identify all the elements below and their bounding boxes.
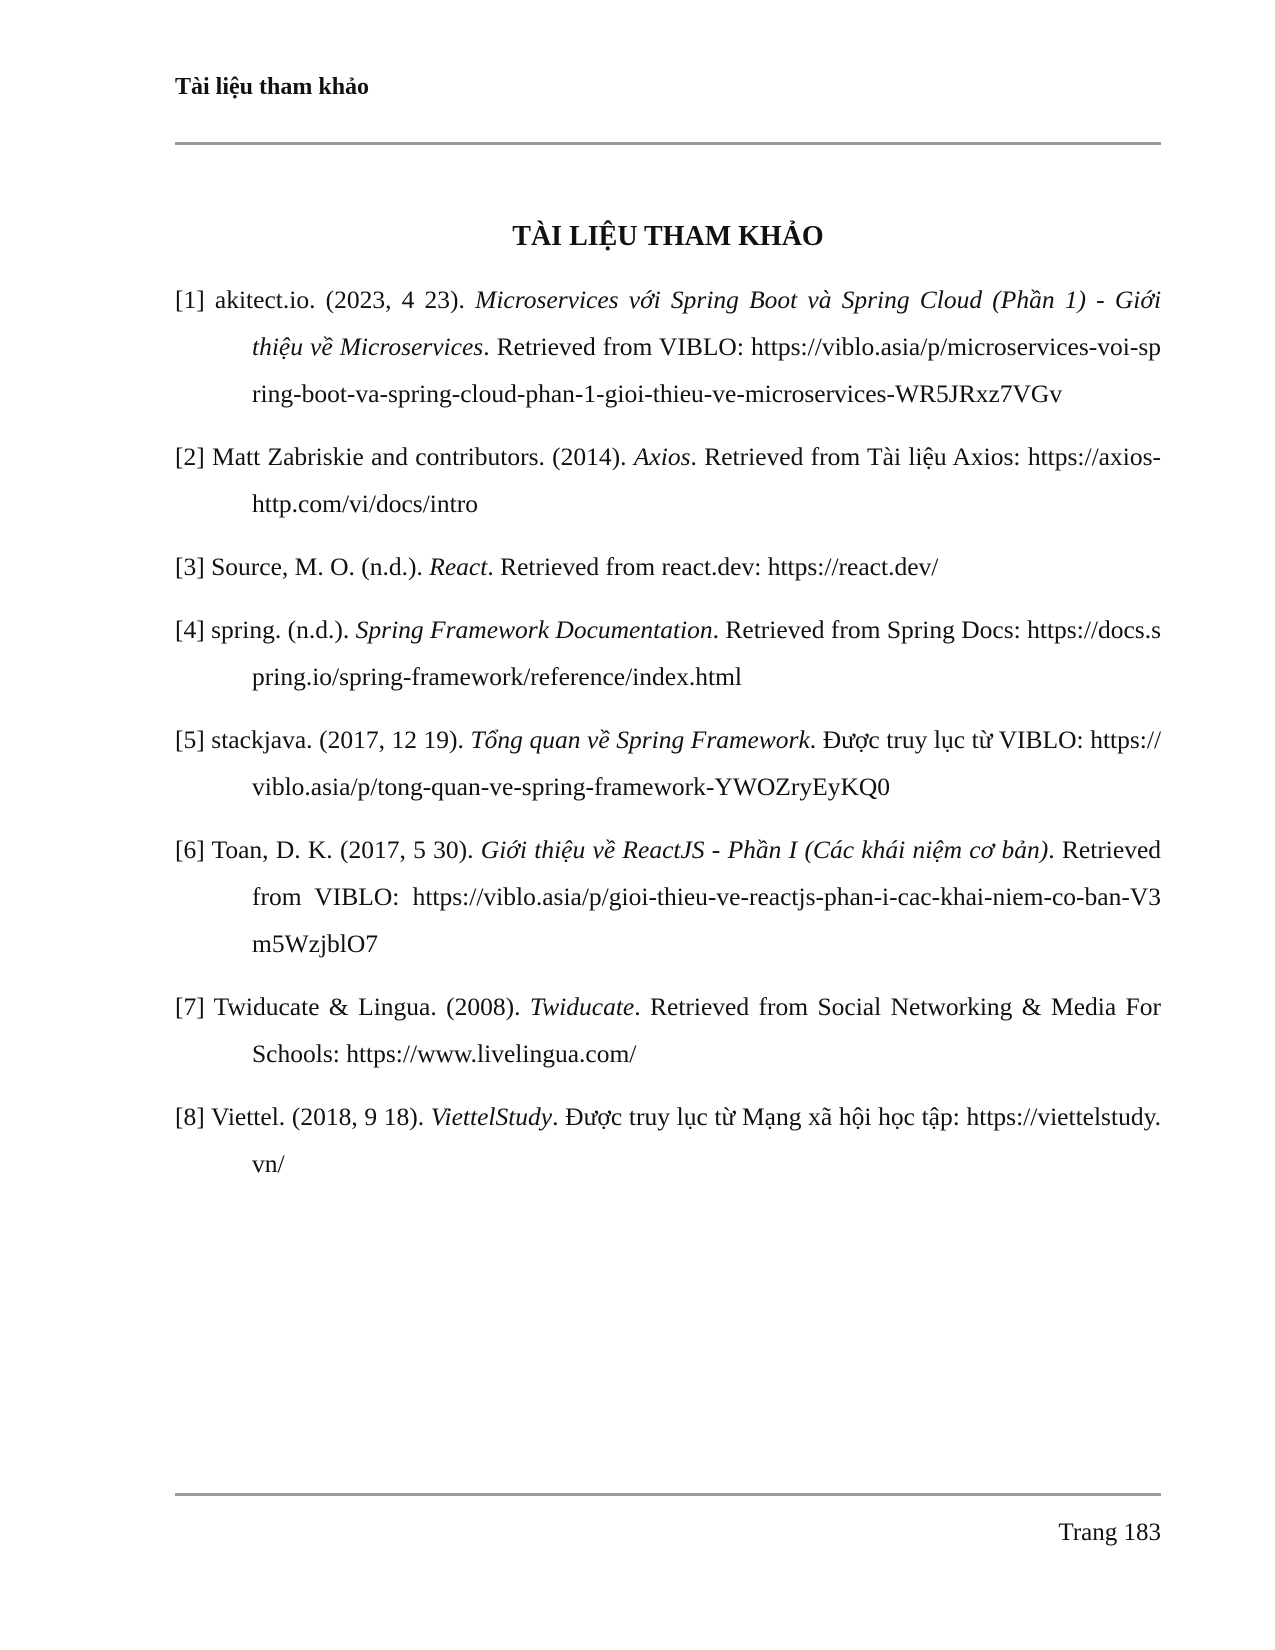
reference-title: Axios (633, 442, 691, 471)
reference-number: [2] (175, 442, 205, 471)
reference-url: https://axios-http.com/vi/docs/intro (252, 442, 1161, 518)
reference-item-6: [6] Toan, D. K. (2017, 5 30). Giới thiệu về ReactJS - Phần I (Các khái niệm cơ bản). Retrieved from VIBLO: https://viblo.asia/p/gioi-thieu-ve-reactjs-phan-i-cac-khai-niem-co-ban-V3m5WzjblO7 (175, 835, 1162, 958)
reference-lead: Matt Zabriskie and contributors. (2014). (212, 442, 627, 471)
reference-retrieved: Retrieved from react.dev: (500, 552, 762, 581)
reference-title: Tổng quan về Spring Framework (470, 725, 810, 754)
reference-number: [7] (175, 992, 205, 1021)
reference-title: ViettelStudy (430, 1102, 553, 1131)
reference-item-8: [8] Viettel. (2018, 9 18). ViettelStudy. Được truy lục từ Mạng xã hội học tập: https://viettelstudy.vn/ (175, 1102, 1162, 1178)
reference-url: https://react.dev/ (767, 552, 939, 581)
reference-item-3: [3] Source, M. O. (n.d.). React. Retrieved from react.dev: https://react.dev/ (175, 552, 939, 581)
reference-url: https://www.livelingua.com/ (346, 1039, 637, 1068)
reference-retrieved: Retrieved from Spring Docs: (725, 615, 1021, 644)
running-header: Tài liệu tham khảo (175, 74, 370, 100)
reference-retrieved: Retrieved from Social Networking & Media For Schools: (252, 992, 1161, 1068)
reference-number: [5] (175, 725, 205, 754)
reference-retrieved: Được truy lục từ Mạng xã hội học tập: (565, 1102, 960, 1131)
reference-item-2: [2] Matt Zabriskie and contributors. (2014). Axios. Retrieved from Tài liệu Axios: https://axios-http.com/vi/docs/intro (175, 442, 1161, 518)
reference-lead: Source, M. O. (n.d.). (211, 552, 423, 581)
reference-item-7: [7] Twiducate & Lingua. (2008). Twiducate. Retrieved from Social Networking & Media For Schools: https://www.livelingua.com/ (175, 992, 1161, 1068)
reference-item-1: [1] akitect.io. (2023, 4 23). Microservices với Spring Boot và Spring Cloud (Phần 1) - Giới thiệu về Microservices. Retrieved from VIBLO: https://viblo.asia/p/microservices-voi-spring-boot-va-spring-cloud-phan-1-gioi-thieu-ve-microservices-WR5JRxz7VGv (175, 285, 1162, 408)
reference-number: [4] (175, 615, 205, 644)
reference-item-5: [5] stackjava. (2017, 12 19). Tổng quan về Spring Framework. Được truy lục từ VIBLO: https://viblo.asia/p/tong-quan-ve-spring-framework-YWOZryEyKQ0 (175, 725, 1162, 801)
reference-lead: stackjava. (2017, 12 19). (211, 725, 464, 754)
header-divider (175, 142, 1161, 145)
reference-retrieved: Retrieved from Tài liệu Axios: (704, 442, 1021, 471)
section-title: TÀI LIỆU THAM KHẢO (512, 221, 824, 252)
reference-item-4: [4] spring. (n.d.). Spring Framework Documentation. Retrieved from Spring Docs: https://docs.spring.io/spring-framework/reference/index.html (175, 615, 1162, 691)
reference-list (175, 276, 1161, 1203)
footer-divider (175, 1493, 1161, 1496)
reference-retrieved: Được truy lục từ VIBLO: (822, 725, 1084, 754)
reference-number: [3] (175, 552, 205, 581)
reference-url: https://viblo.asia/p/tong-quan-ve-spring-framework-YWOZryEyKQ0 (252, 725, 1162, 801)
reference-url: https://viblo.asia/p/microservices-voi-spring-boot-va-spring-cloud-phan-1-gioi-thieu-ve-microservices-WR5JRxz7VGv (252, 332, 1162, 408)
reference-url: https://viblo.asia/p/gioi-thieu-ve-reactjs-phan-i-cac-khai-niem-co-ban-V3m5WzjblO7 (252, 882, 1161, 958)
reference-url: https://docs.spring.io/spring-framework/reference/index.html (252, 615, 1162, 691)
reference-number: [8] (175, 1102, 205, 1131)
page-number: Trang 183 (1058, 1519, 1161, 1546)
reference-url: https://viettelstudy.vn/ (252, 1102, 1162, 1178)
reference-retrieved: Retrieved from VIBLO: (496, 332, 744, 361)
reference-title: Giới thiệu về ReactJS - Phần I (Các khái niệm cơ bản) (480, 835, 1049, 864)
reference-lead: akitect.io. (2023, 4 23). (214, 285, 465, 314)
reference-retrieved: Retrieved from VIBLO: (252, 835, 1162, 911)
reference-number: [6] (175, 835, 205, 864)
reference-title: Spring Framework Documentation (355, 615, 713, 644)
reference-lead: spring. (n.d.). (211, 615, 350, 644)
reference-title: React (429, 552, 488, 581)
reference-number: [1] (175, 285, 205, 314)
reference-title: Twiducate (529, 992, 635, 1021)
reference-title: Microservices với Spring Boot và Spring Cloud (Phần 1) - Giới thiệu về Microservices (252, 285, 1162, 361)
reference-lead: Viettel. (2018, 9 18). (210, 1102, 425, 1131)
reference-lead: Toan, D. K. (2017, 5 30). (211, 835, 474, 864)
reference-lead: Twiducate & Lingua. (2008). (213, 992, 521, 1021)
